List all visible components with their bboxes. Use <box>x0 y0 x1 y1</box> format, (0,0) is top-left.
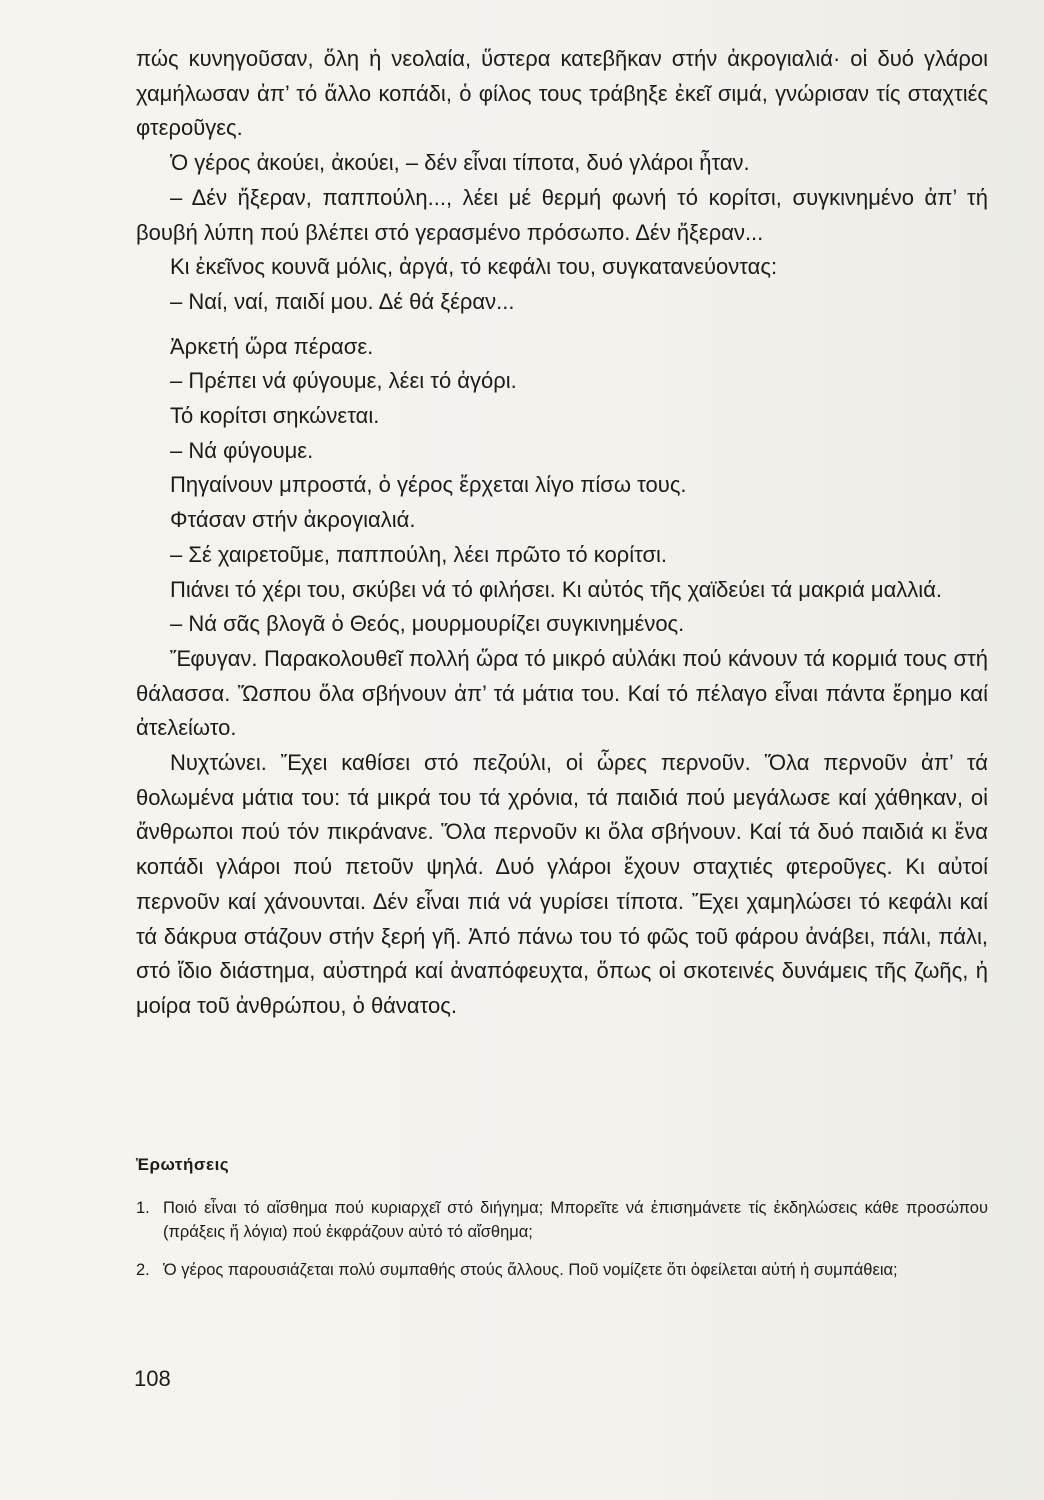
paragraph: – Νά σᾶς βλογᾶ ὁ Θεός, μουρμουρίζει συγκινημένος. <box>170 611 685 637</box>
paragraph: Φτάσαν στήν ἀκρογιαλιά. <box>170 507 416 533</box>
paragraph: – Πρέπει νά φύγουμε, λέει τό ἀγόρι. <box>170 368 517 394</box>
paragraph: – Ναί, ναί, παιδί μου. Δέ θά ξέραν... <box>170 288 515 314</box>
questions-list <box>136 1196 988 1296</box>
paragraph: Κι ἐκεῖνος κουνᾶ μόλις, ἀργά, τό κεφάλι του, συγκατανεύοντας: <box>170 254 778 280</box>
page-number: 108 <box>134 1366 171 1391</box>
question-item <box>136 1196 988 1244</box>
paragraph: Ὁ γέρος ἀκούει, ἀκούει, – δέν εἶναι τίποτα, δυό γλάροι ἦταν. <box>170 150 750 176</box>
paragraph: πώς κυνηγοῦσαν, ὅλη ἡ νεολαία, ὕστερα κατεβῆκαν στήν ἀκρογιαλιά· οἱ δυό γλάροι χαμήλωσαν ἀπ’ τό ἄλλο κοπάδι, ὁ φίλος τους τράβηξε ἐκεῖ σιμά, γνώρισαν τίς σταχτιές φτεροῦγες. <box>136 46 988 141</box>
paragraph: – Σέ χαιρετοῦμε, παππούλη, λέει πρῶτο τό κορίτσι. <box>170 541 668 567</box>
question-number: 1. <box>136 1199 150 1217</box>
paragraph: Νυχτώνει. Ἔχει καθίσει στό πεζούλι, οἱ ὧρες περνοῦν. Ὅλα περνοῦν ἀπ’ τά θολωμένα μάτια του: τά μικρά του τά χρόνια, τά παιδιά πού μεγάλωσε καί χάθηκαν, οἱ ἄνθρωποι πού τόν πικράνανε. Ὅλα περνοῦν κι ὅλα σβήνουν. Καί τά δυό παιδιά κι ἕνα κοπάδι γλάροι πού πετοῦν ψηλά. Δυό γλάροι ἔχουν σταχτιές φτεροῦγες. Κι αὐτοί περνοῦν καί χάνουνται. Δέν εἶναι πιά νά γυρίσει τίποτα. Ἔχει χαμηλώσει τό κεφάλι καί τά δάκρυα στάζουν στήν ξερή γῆ. Ἀπό πάνω του τό φῶς τοῦ φάρου ἀνάβει, πάλι, πάλι, στό ἴδιο διάστημα, αὐστηρά καί ἀναπόφευχτα, ὅπως οἱ σκοτεινές δυνάμεις τῆς ζωῆς, ἡ μοίρα τοῦ ἀνθρώπου, ὁ θάνατος. <box>136 750 988 1018</box>
paragraph: Τό κορίτσι σηκώνεται. <box>170 403 380 429</box>
story-text <box>136 42 988 1024</box>
paragraph: Ἀρκετή ὥρα πέρασε. <box>170 333 374 359</box>
paragraph: – Νά φύγουμε. <box>170 437 314 463</box>
questions-heading: Ἐρωτήσεις <box>136 1155 230 1174</box>
paragraph: – Δέν ἤξεραν, παππούλη..., λέει μέ θερμή φωνή τό κορίτσι, συγκινημένο ἀπ’ τή βουβή λύπη πού βλέπει στό γερασμένο πρόσωπο. Δέν ἤξεραν... <box>136 184 988 245</box>
question-text: Ποιό εἶναι τό αἴσθημα πού κυριαρχεῖ στό διήγημα; Μπορεῖτε νά ἐπισημάνετε τίς ἐκδηλώσεις κάθε προσώπου (πράξεις ἤ λόγια) πού ἐκφράζουν αὐτό τό αἴσθημα; <box>163 1199 988 1241</box>
paragraph: Ἔφυγαν. Παρακολουθεῖ πολλή ὥρα τό μικρό αὐλάκι πού κάνουν τά κορμιά τους στή θάλασσα. Ὥσπου ὅλα σβήνουν ἀπ’ τά μάτια του. Καί τό πέλαγο εἶναι πάντα ἔρημο καί ἀτελείωτο. <box>136 645 988 741</box>
question-item <box>136 1258 988 1282</box>
question-number: 2. <box>136 1261 150 1279</box>
question-text: Ὁ γέρος παρουσιάζεται πολύ συμπαθής στούς ἄλλους. Ποῦ νομίζετε ὅτι ὀφείλεται αὐτή ἡ συμπάθεια; <box>163 1261 898 1279</box>
paragraph: Πιάνει τό χέρι του, σκύβει νά τό φιλήσει. Κι αὐτός τῆς χαϊδεύει τά μακριά μαλλιά. <box>170 576 943 602</box>
paragraph: Πηγαίνουν μπροστά, ὁ γέρος ἔρχεται λίγο πίσω τους. <box>170 472 687 498</box>
